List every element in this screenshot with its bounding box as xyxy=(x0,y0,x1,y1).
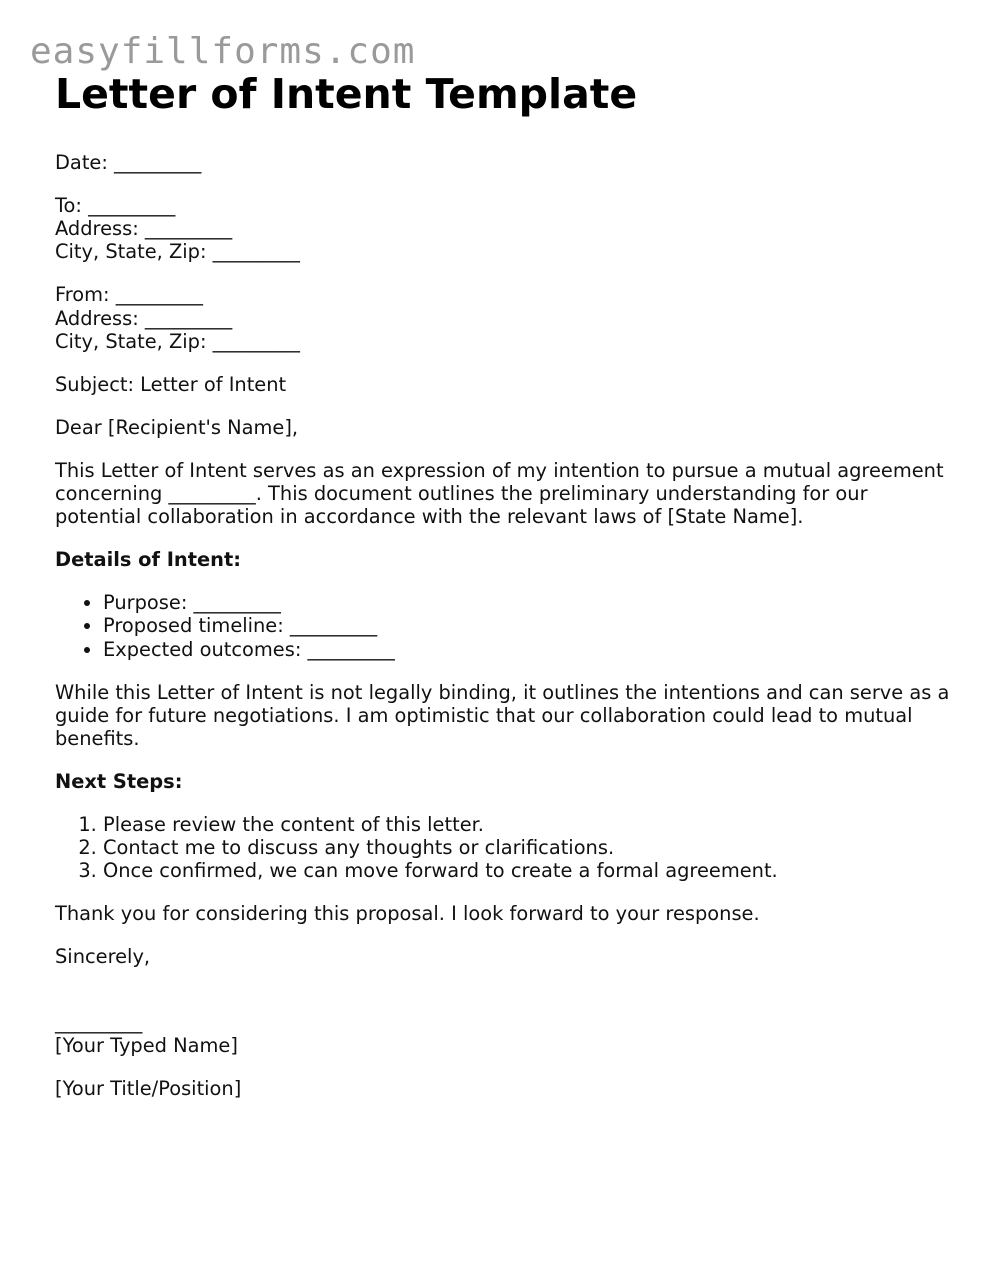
list-item: 3. Once confirmed, we can move forward to create a formal agreement. xyxy=(103,859,955,882)
subject-line: Subject: Letter of Intent xyxy=(55,372,287,396)
from-city-line: City, State, Zip: _________ xyxy=(55,329,300,353)
to-address-line: Address: _________ xyxy=(55,217,233,241)
title-position: [Your Title/Position] xyxy=(55,1077,242,1101)
from-line: From: _________ xyxy=(55,283,203,307)
list-item: • Proposed timeline: _________ xyxy=(103,614,955,637)
salutation: Dear [Recipient's Name], xyxy=(55,415,299,439)
sender-block xyxy=(55,283,955,353)
document-page xyxy=(55,68,955,1101)
thanks-line: Thank you for considering this proposal. I look forward to your response. xyxy=(55,902,760,926)
closing: Sincerely, xyxy=(55,945,151,969)
next-steps-heading: Next Steps: xyxy=(55,769,183,793)
next-steps-list xyxy=(55,813,955,883)
list-item: 2. Contact me to discuss any thoughts or clarifications. xyxy=(103,836,955,859)
binding-paragraph: While this Letter of Intent is not legally binding, it outlines the intentions and can serve as a guide for future negotiations. I am optimistic that our collaboration could lead to mutual benefits. xyxy=(55,680,950,751)
details-heading: Details of Intent: xyxy=(55,548,241,572)
to-line: To: _________ xyxy=(55,193,176,217)
signature-line: _________ xyxy=(55,1011,143,1035)
list-item: 1. Please review the content of this letter. xyxy=(103,813,955,836)
typed-name: [Your Typed Name] xyxy=(55,1034,238,1058)
intro-paragraph: This Letter of Intent serves as an expression of my intention to pursue a mutual agreement concerning _________. This document outlines the preliminary understanding for our potential collaboration in accordance with the relevant laws of [State Name]. xyxy=(55,458,944,529)
signature-block xyxy=(55,1011,955,1058)
from-address-line: Address: _________ xyxy=(55,306,233,330)
document-title: Letter of Intent Template xyxy=(55,70,638,118)
details-list xyxy=(55,591,955,661)
list-item: • Expected outcomes: _________ xyxy=(103,638,955,661)
list-item: • Purpose: _________ xyxy=(103,591,955,614)
date-line: Date: _________ xyxy=(55,151,202,174)
watermark: easyfillforms.com xyxy=(30,31,416,72)
letter-body xyxy=(55,151,955,1101)
to-city-line: City, State, Zip: _________ xyxy=(55,240,300,264)
recipient-block xyxy=(55,194,955,264)
